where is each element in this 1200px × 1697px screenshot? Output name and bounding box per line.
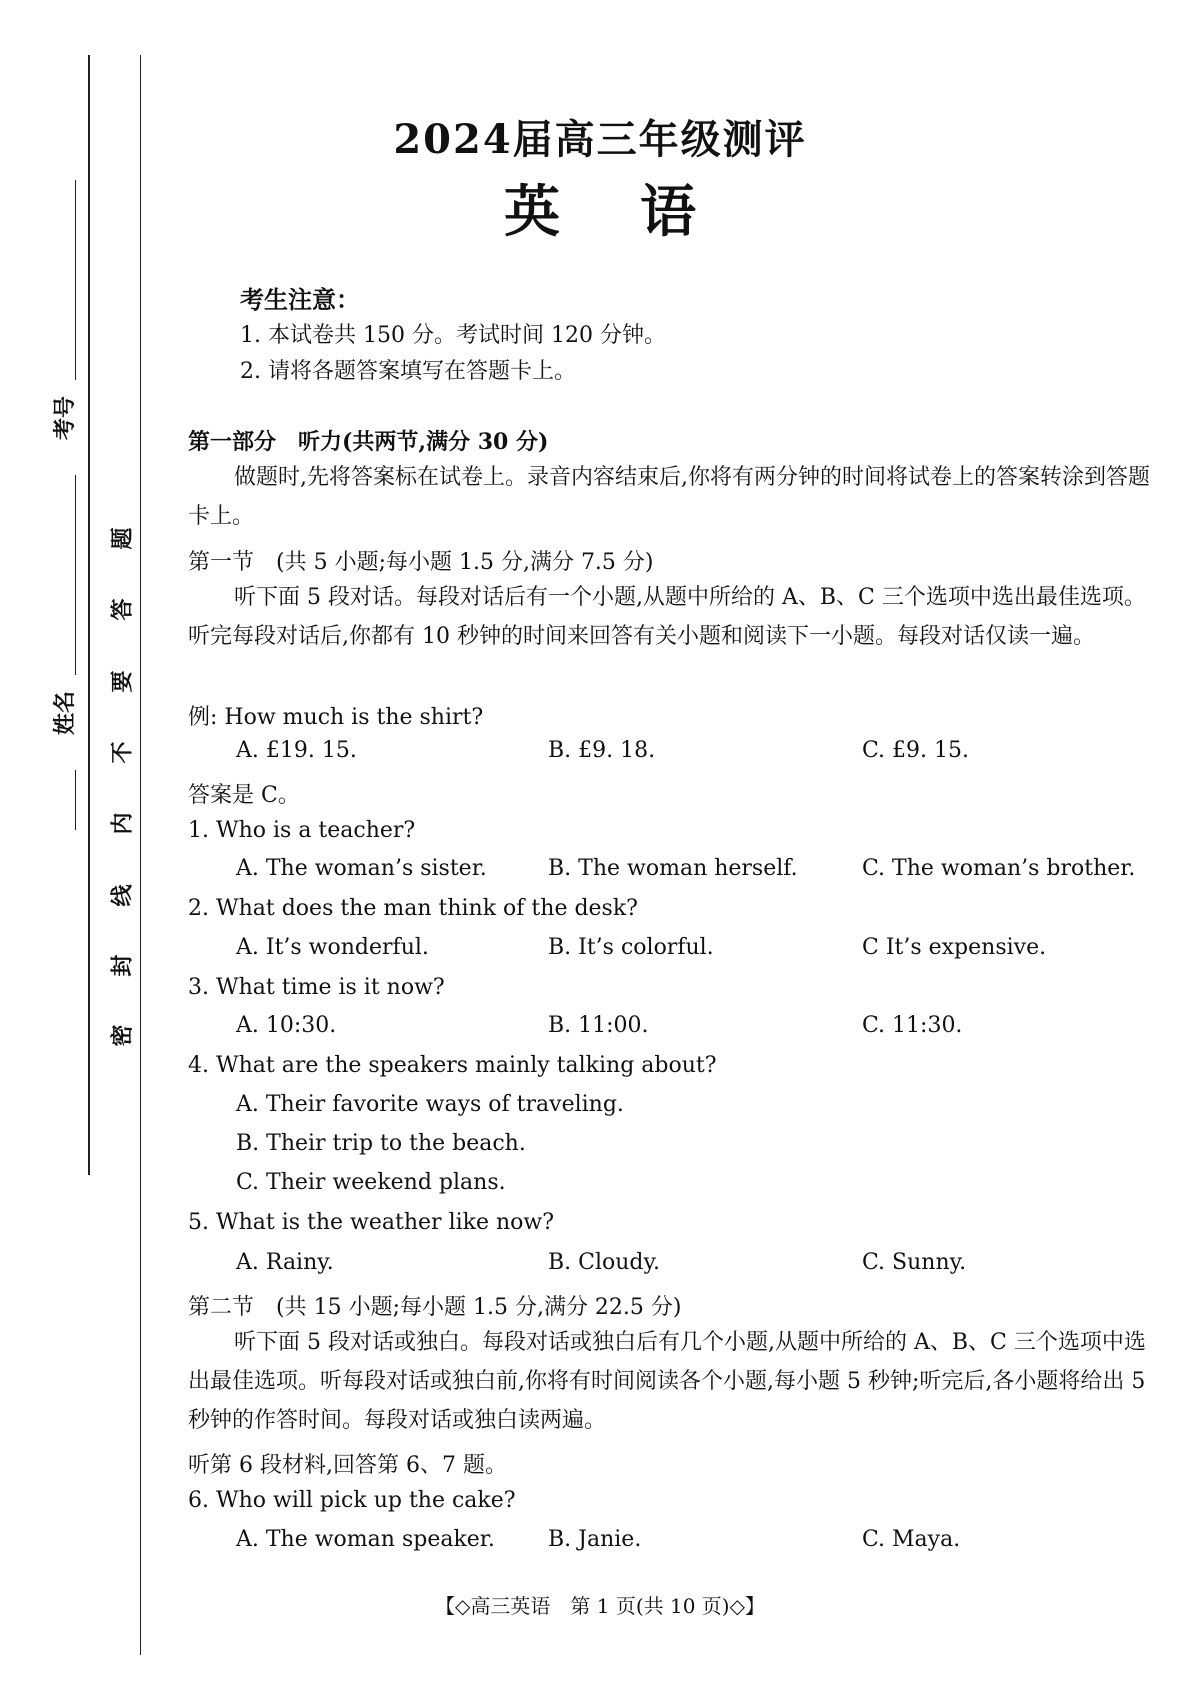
q2-option-c: C It’s expensive. (862, 935, 1047, 960)
q6-option-a: A. The woman speaker. (236, 1527, 495, 1552)
section2-heading: 第二节 (共 15 小题;每小题 1.5 分,满分 22.5 分) (188, 1295, 682, 1320)
seal-char-6: 要 (109, 670, 136, 693)
seal-char-4: 内 (109, 812, 136, 835)
exam-no-label: 考号 (52, 395, 78, 440)
q5-option-b: B. Cloudy. (548, 1250, 661, 1275)
section2-intro: 听下面 5 段对话或独白。每段对话或独白后有几个小题,从题中所给的 A、B、C 三个选项中选出最佳选项。听每段对话或独白前,你将有时间阅读各个小题,每小题 5 秒钟;听完后,各小题将给出 5 秒钟的作答时间。每段对话或独白读两遍。 (188, 1330, 1146, 1433)
subject-title: 英语 (504, 179, 776, 245)
example-option-a: A. £19. 15. (236, 738, 357, 763)
seal-char-1: 密 (109, 1024, 136, 1047)
q5-option-a: A. Rainy. (236, 1250, 334, 1275)
q6-option-b: B. Janie. (548, 1527, 642, 1552)
q3-option-b: B. 11:00. (548, 1013, 649, 1038)
example-answer: 答案是 C。 (188, 783, 300, 808)
q1-option-a: A. The woman’s sister. (236, 856, 487, 881)
part1-heading: 第一部分 听力(共两节,满分 30 分) (188, 429, 549, 455)
section1-heading: 第一节 (共 5 小题;每小题 1.5 分,满分 7.5 分) (188, 550, 654, 575)
question-1: 1. Who is a teacher? (188, 818, 416, 843)
binding-line-inner (140, 55, 141, 1655)
question-2: 2. What does the man think of the desk? (188, 896, 638, 921)
notice-item-2: 2. 请将各题答案填写在答题卡上。 (240, 359, 576, 384)
blank-line (75, 770, 76, 830)
notice-item-1: 1. 本试卷共 150 分。考试时间 120 分钟。 (240, 323, 666, 348)
page-footer: 【◇高三英语 第 1 页(共 10 页)◇】 (435, 1594, 765, 1618)
q5-option-c: C. Sunny. (862, 1250, 967, 1275)
q1-option-b: B. The woman herself. (548, 856, 798, 881)
seal-char-5: 不 (109, 741, 136, 764)
material-6-instruction: 听第 6 段材料,回答第 6、7 题。 (188, 1453, 507, 1478)
section1-intro: 听下面 5 段对话。每段对话后有一个小题,从题中所给的 A、B、C 三个选项中选出最佳选项。听完每段对话后,你都有 10 秒钟的时间来回答有关小题和阅读下一小题。每段对话仅读一遍。 (188, 585, 1146, 649)
q4-option-b: B. Their trip to the beach. (236, 1131, 526, 1156)
example-option-c: C. £9. 15. (862, 738, 970, 763)
seal-char-8: 题 (109, 527, 136, 550)
notice-heading: 考生注意： (240, 285, 360, 314)
example-option-b: B. £9. 18. (548, 738, 656, 763)
seal-char-3: 线 (109, 884, 136, 907)
question-5: 5. What is the weather like now? (188, 1210, 555, 1235)
q6-option-c: C. Maya. (862, 1527, 961, 1552)
seal-char-7: 答 (109, 598, 136, 621)
q1-option-c: C. The woman’s brother. (862, 856, 1136, 881)
exam-title: 2024届高三年级测评 (393, 116, 807, 163)
example-question: 例: How much is the shirt? (188, 705, 484, 730)
q3-option-c: C. 11:30. (862, 1013, 963, 1038)
part1-intro: 做题时,先将答案标在试卷上。录音内容结束后,你将有两分钟的时间将试卷上的答案转涂到答题卡上。 (188, 465, 1150, 529)
question-3: 3. What time is it now? (188, 975, 445, 1000)
q4-option-a: A. Their favorite ways of traveling. (236, 1092, 624, 1117)
question-4: 4. What are the speakers mainly talking about? (188, 1053, 717, 1078)
name-blank (75, 475, 76, 675)
seal-char-2: 封 (109, 954, 136, 977)
q2-option-a: A. It’s wonderful. (236, 935, 429, 960)
q2-option-b: B. It’s colorful. (548, 935, 714, 960)
q3-option-a: A. 10:30. (236, 1013, 337, 1038)
question-6: 6. Who will pick up the cake? (188, 1488, 516, 1513)
q4-option-c: C. Their weekend plans. (236, 1170, 506, 1195)
name-label: 姓名 (52, 690, 78, 735)
